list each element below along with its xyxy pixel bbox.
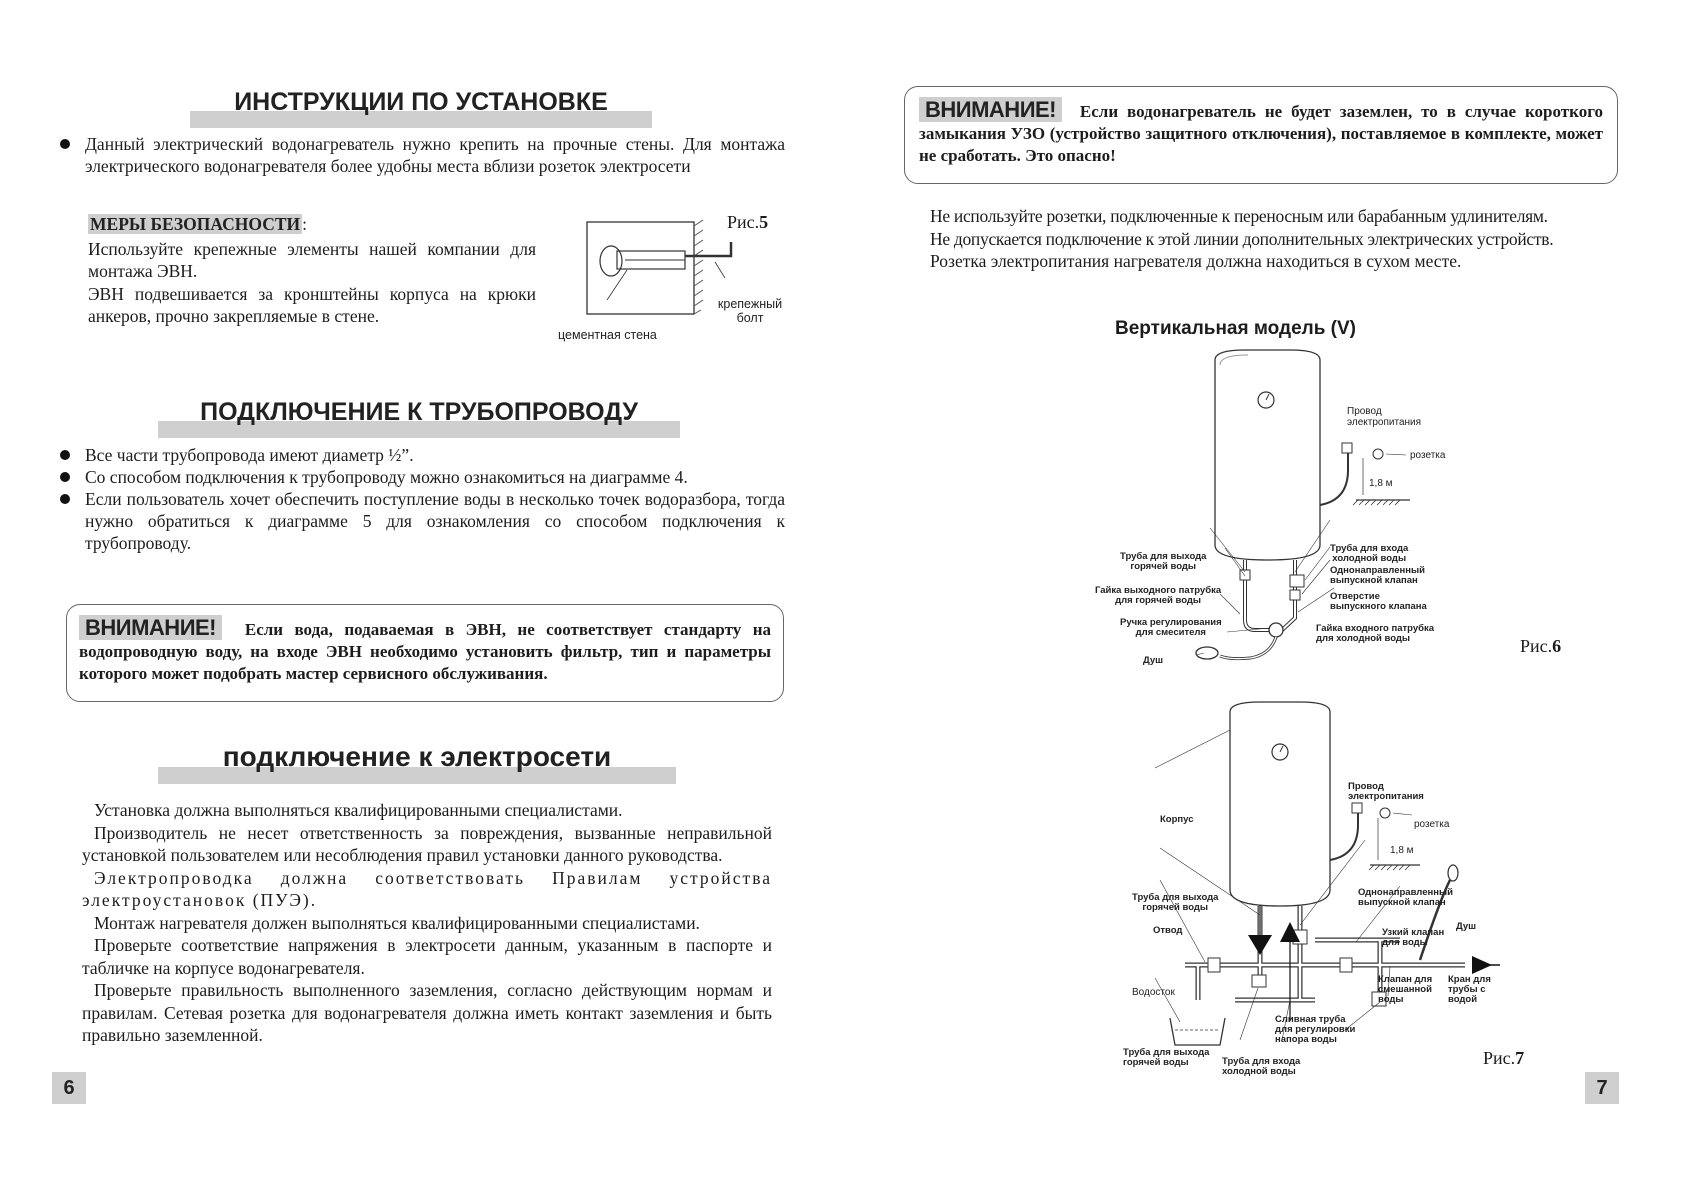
fig6-hot-out-label: Труба для выхода горячей воды <box>1120 551 1207 572</box>
pipe-heading <box>158 398 680 438</box>
shower-head-icon <box>1448 865 1458 881</box>
fig7-drain-label: Водосток <box>1132 987 1175 998</box>
page-number-left: 6 <box>52 1072 86 1104</box>
bolt-label: крепежный болт <box>717 297 783 325</box>
electric-paragraph: Установка должна выполняться квалифицированными специалистами. <box>94 800 623 820</box>
pipe-title: ПОДКЛЮЧЕНИЕ К ТРУБОПРОВОДУ <box>200 398 638 426</box>
fig6-cold-in-label: Труба для входа холодной воды <box>1330 543 1409 564</box>
safety-colon: : <box>302 214 307 234</box>
fig7-branch-label: Отвод <box>1153 925 1183 936</box>
fig7-multi-point-diagram <box>1120 700 1520 1060</box>
shower-hose <box>1220 637 1276 659</box>
fig7-check-valve-label: Однонаправленный выпускной клапан <box>1358 887 1453 908</box>
bolt-hook <box>685 242 731 256</box>
socket-notes <box>930 205 1620 273</box>
installation-bullet: Данный электрический водонагреватель нужно крепить на прочные стены. Для монтажа электрического водонагревателя более удобны места вблизи розеток электросети <box>60 133 785 177</box>
electric-title: подключение к электросети <box>222 741 612 772</box>
safety-section <box>88 213 536 328</box>
installation-heading <box>190 88 652 128</box>
fig6-height-label: 1,8 м <box>1369 478 1393 489</box>
pipe-bullet: Если пользователь хочет обеспечить поступление воды в несколько точек водоразбора, тогда нужно обратиться к диаграмме 5 для ознакомления со способом подключения к трубопроводу. <box>60 488 785 554</box>
wall-label: цементная стена <box>558 328 657 342</box>
fig6-title: Вертикальная модель (V) <box>1115 318 1357 339</box>
electric-paragraph: Проверьте правильность выполненного заземления, согласно действующим нормам и правилам. Сетевая розетка для водонагревателя должна иметь контакт заземления и быть правильно заземленной. <box>82 980 772 1045</box>
fig6-shower-label: Душ <box>1143 655 1164 666</box>
fig6-power-wire-label: Провод электропитания <box>1347 406 1422 428</box>
fig7-power-wire-label: Провод электропитания <box>1348 781 1424 802</box>
page-number-right: 7 <box>1585 1072 1619 1104</box>
fig6-cold-nut-label: Гайка входного патрубка для холодной воды <box>1316 623 1435 644</box>
electric-paragraphs <box>82 799 772 1047</box>
fig7-caption: Рис.7 <box>1483 1048 1525 1068</box>
warning-label: ВНИМАНИЕ! <box>79 615 222 640</box>
pipe-bullets <box>60 444 785 554</box>
electric-heading <box>158 741 676 784</box>
fig5-caption: Рис.5 <box>727 212 769 232</box>
socket-note: Розетка электропитания нагревателя должна находиться в сухом месте. <box>930 251 1462 271</box>
fig7-bottom-cold-label: Труба для входа холодной воды <box>1222 1056 1301 1077</box>
tank-body <box>1230 702 1330 906</box>
power-cable <box>1320 450 1348 505</box>
tank-body <box>1215 350 1320 560</box>
water-quality-warning <box>66 604 784 702</box>
shower-head-icon <box>1196 647 1218 659</box>
fig7-bottom-hot-label: Труба для выхода горячей воды <box>1123 1047 1210 1068</box>
power-cable <box>1330 810 1358 860</box>
fig7-pipe-tap-label: Кран для трубы с водой <box>1448 974 1491 1005</box>
pipe-bullet: Все части трубопровода имеют диаметр ½”. <box>60 444 785 466</box>
fig6-check-valve-label: Однонаправленный выпускной клапан <box>1330 565 1425 586</box>
socket-icon <box>1380 808 1390 818</box>
drain-basin <box>1170 1018 1225 1045</box>
socket-note: Не используйте розетки, подключенные к переносным или барабанным удлинителям. <box>930 206 1548 226</box>
electric-paragraph: Электропроводка должна соответствовать Правилам устройства электроустановок (ПУЭ). <box>82 867 772 910</box>
fig7-mixed-valve-label: Клапан для смешанной воды <box>1378 974 1433 1005</box>
warning-text: Если вода, подаваемая в ЭВН, не соответствует стандарту на водопроводную воду, на входе ЭВН необходимо установить фильтр, тип и параметры которого может подобрать мастер сервисного обслуживания. <box>79 620 771 683</box>
grounding-warning <box>904 86 1618 184</box>
fig7-shower-label: Душ <box>1456 921 1477 932</box>
safety-label: МЕРЫ БЕЗОПАСНОСТИ <box>90 214 301 234</box>
fig7-hot-out-label: Труба для выхода горячей воды <box>1132 892 1219 913</box>
fig6-hot-nut-label: Гайка выходного патрубка для горячей воды <box>1095 585 1222 606</box>
fig6-caption: Рис.6 <box>1520 636 1562 656</box>
electric-paragraph: Монтаж нагревателя должен выполняться квалифицированными специалистами. <box>94 912 700 933</box>
warning-text: Если водонагреватель не будет заземлен, то в случае короткого замыкания УЗО (устройство защитного отключения), поставляемое в комплекте, может не сработать. Это опасно! <box>919 102 1603 165</box>
wall-frame <box>587 222 694 314</box>
electric-paragraph: Проверьте соответствие напряжения в электросети данным, указанным в паспорте и табличке на корпусе водонагревателя. <box>82 935 772 978</box>
safety-text-2: ЭВН подвешивается за кронштейны корпуса на крюки анкеров, прочно закрепляемые в стене. <box>88 283 536 326</box>
warning-label: ВНИМАНИЕ! <box>919 97 1062 122</box>
fig6-valve-hole-label: Отверстие выпускного клапана <box>1330 591 1427 612</box>
fig7-body-label: Корпус <box>1160 814 1194 825</box>
socket-note: Не допускается подключение к этой линии дополнительных электрических устройств. <box>930 228 1554 249</box>
installation-title: ИНСТРУКЦИИ ПО УСТАНОВКЕ <box>234 88 608 116</box>
fig7-drain-pipe-label: Сливная труба для регулировки напора воды <box>1275 1014 1356 1045</box>
mixer-icon <box>1269 623 1283 637</box>
safety-text-1: Используйте крепежные элементы нашей компании для монтажа ЭВН. <box>88 238 536 281</box>
fig7-height-label: 1,8 м <box>1390 845 1414 856</box>
fig6-socket-label: розетка <box>1410 450 1446 461</box>
fig6-mixer-handle-label: Ручка регулирования для смесителя <box>1120 617 1222 638</box>
installation-bullets <box>60 133 785 177</box>
fig7-narrow-valve-label: Узкий клапан для воды <box>1382 927 1445 948</box>
pipe-bullet: Со способом подключения к трубопроводу можно ознакомиться на диаграмме 4. <box>60 466 785 488</box>
electric-paragraph: Производитель не несет ответственность за повреждения, вызванные неправильной установкой пользователем или несоблюдения правил установки данного руководства. <box>82 822 772 865</box>
socket-icon <box>1373 449 1383 459</box>
fig7-socket-label: розетка <box>1414 819 1450 830</box>
